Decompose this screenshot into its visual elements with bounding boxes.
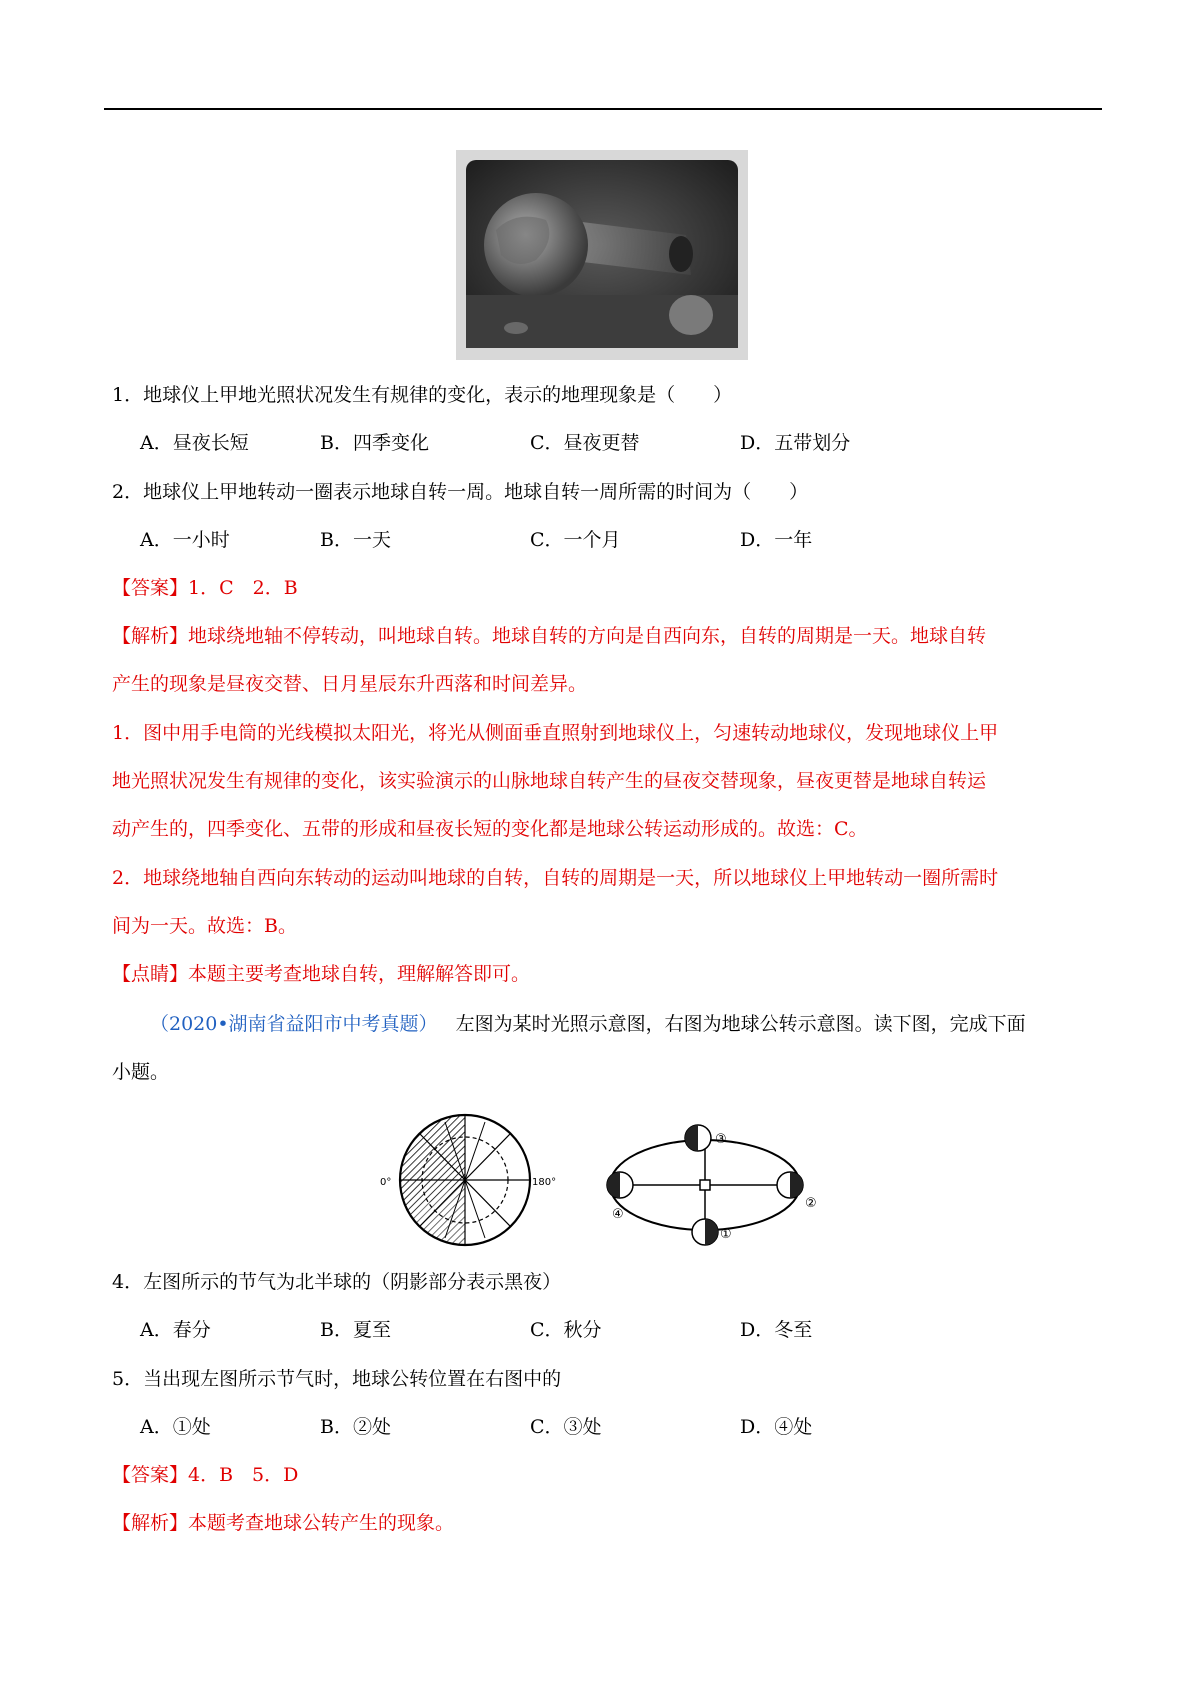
q1-stem: 1．地球仪上甲地光照状况发生有规律的变化，表示的地理现象是（ ） [112,384,733,406]
q4-option-c[interactable]: C．秋分 [530,1319,602,1341]
intro-2-line-2: 小题。 [112,1061,170,1083]
position-2-label: ② [805,1196,817,1211]
comment-1: 【点睛】本题主要考查地球自转，理解解答即可。 [112,963,531,985]
analysis-1-line-2: 产生的现象是昼夜交替、日月星辰东升西落和时间差异。 [112,673,588,695]
q5-stem: 5．当出现左图所示节气时，地球公转位置在右图中的 [112,1368,562,1390]
q4-option-b[interactable]: B．夏至 [320,1319,391,1341]
q5-option-a[interactable]: A．①处 [140,1416,211,1438]
analysis-1-p1-line-1: 1．图中用手电筒的光线模拟太阳光，将光从侧面垂直照射到地球仪上，匀速转动地球仪，发现地球仪上甲 [112,722,999,744]
intro-2-text: 左图为某时光照示意图，右图为地球公转示意图。读下图，完成下面 [455,1013,1026,1035]
q4-stem: 4．左图所示的节气为北半球的（阴影部分表示黑夜） [112,1271,562,1293]
q1-option-a[interactable]: A．昼夜长短 [140,432,249,454]
orbit-diagram [607,1125,803,1245]
analysis-1-p1-line-2: 地光照状况发生有规律的变化，该实验演示的山脉地球自转产生的昼夜交替现象，昼夜更替是地球自转运 [112,770,987,792]
analysis-1-p1-line-3: 动产生的，四季变化、五带的形成和昼夜长短的变化都是地球公转运动形成的。故选：C。 [112,818,868,840]
q1-option-c[interactable]: C．昼夜更替 [530,432,640,454]
answer-1: 【答案】1．C 2．B [112,577,298,599]
analysis-1-line-1: 【解析】地球绕地轴不停转动，叫地球自转。地球自转的方向是自西向东，自转的周期是一天。地球自转 [112,625,987,647]
globe-experiment-photo [456,150,748,360]
q5-option-c[interactable]: C．③处 [530,1416,602,1438]
q2-option-c[interactable]: C．一个月 [530,529,621,551]
q5-option-d[interactable]: D．④处 [740,1416,813,1438]
lon-0-label: 0° [380,1177,392,1188]
intro-2-line-1 [150,1012,1026,1036]
source-citation: （2020•湖南省益阳市中考真题） [150,1013,438,1035]
analysis-1-p2-line-1: 2．地球绕地轴自西向东转动的运动叫地球的自转，自转的周期是一天，所以地球仪上甲地转动一圈所需时 [112,867,999,889]
lon-180-label: 180° [532,1177,557,1188]
q1-option-b[interactable]: B．四季变化 [320,432,429,454]
header-rule [104,108,1102,110]
illumination-and-orbit-diagram [380,1110,830,1250]
q4-option-a[interactable]: A．春分 [140,1319,211,1341]
position-4-label: ④ [612,1207,624,1222]
position-3-label: ③ [715,1132,727,1147]
q2-option-a[interactable]: A．一小时 [140,529,230,551]
analysis-2: 【解析】本题考查地球公转产生的现象。 [112,1512,455,1534]
q1-option-d[interactable]: D．五带划分 [740,432,851,454]
q2-option-d[interactable]: D．一年 [740,529,813,551]
q2-stem: 2．地球仪上甲地转动一圈表示地球自转一周。地球自转一周所需的时间为（ ） [112,481,809,503]
analysis-1-p2-line-2: 间为一天。故选：B。 [112,915,297,937]
q5-option-b[interactable]: B．②处 [320,1416,391,1438]
answer-2: 【答案】4．B 5．D [112,1464,299,1486]
position-1-label: ① [720,1227,732,1242]
q4-option-d[interactable]: D．冬至 [740,1319,813,1341]
illumination-diagram [400,1115,530,1245]
q2-option-b[interactable]: B．一天 [320,529,391,551]
